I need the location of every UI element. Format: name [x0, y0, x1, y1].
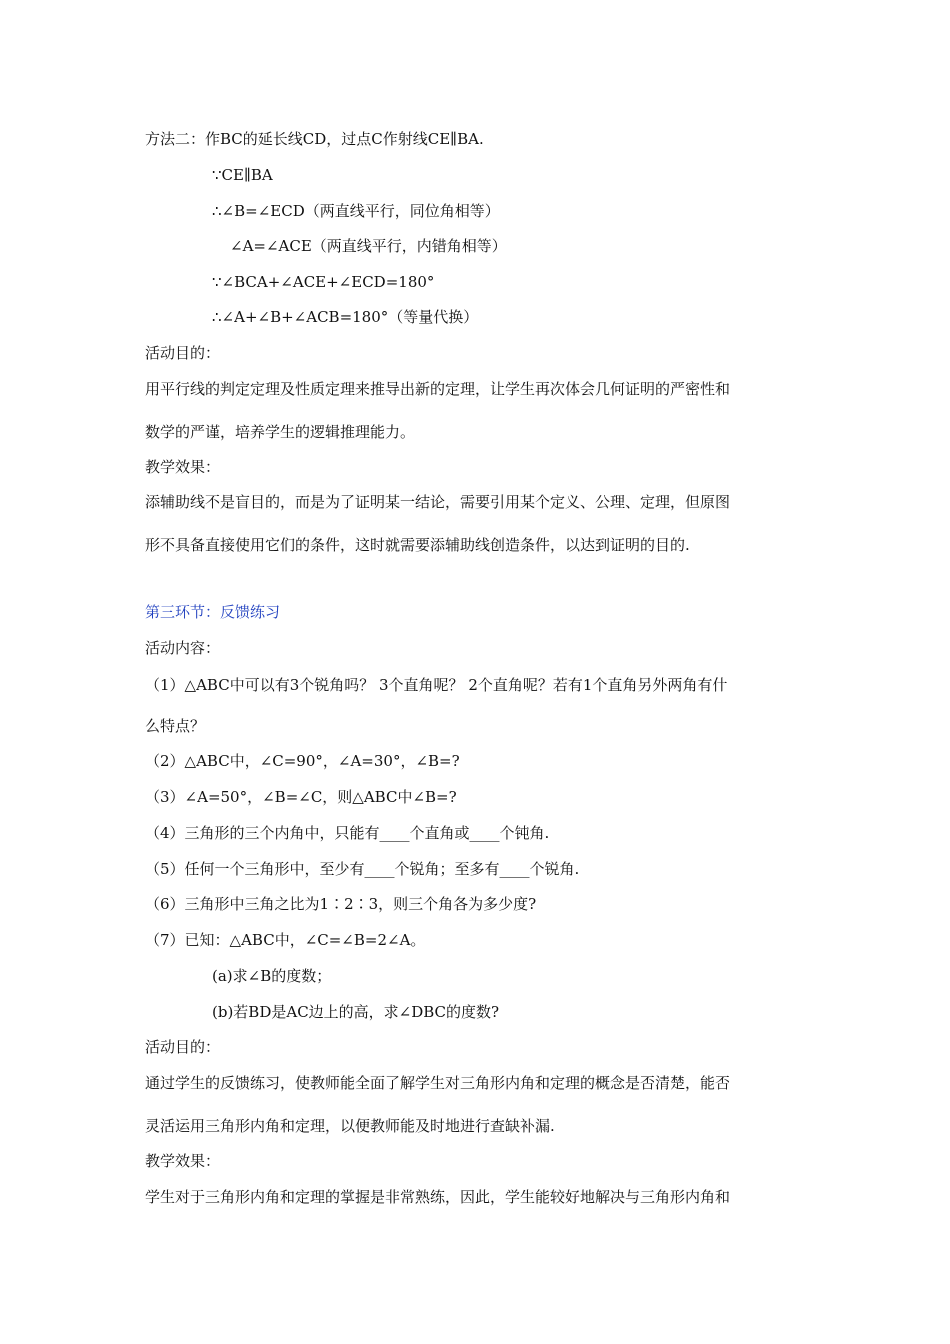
exercise-item-1-cont: 么特点？ [145, 717, 206, 735]
exercise-item-1: （1）△ABC中可以有3个锐角吗？ 3个直角呢？ 2个直角呢？若有1个直角另外两角有什 [145, 676, 728, 694]
paragraph-line: 通过学生的反馈练习，使教师能全面了解学生对三角形内角和定理的概念是否清楚，能否 [145, 1074, 731, 1092]
exercise-subitem-a: (a)求∠B的度数； [212, 967, 332, 985]
paragraph-line: 灵活运用三角形内角和定理，以便教师能及时地进行查缺补漏. [145, 1117, 555, 1135]
section-title: 第三环节：反馈练习 [145, 603, 281, 621]
proof-step-5: ∴∠A+∠B+∠ACB=180°（等量代换） [212, 308, 479, 326]
method2-heading: 方法二：作BC的延长线CD，过点C作射线CE∥BA. [145, 130, 484, 148]
proof-step-4: ∵∠BCA+∠ACE+∠ECD=180° [212, 273, 435, 291]
exercise-item-6: （6）三角形中三角之比为1∶2∶3，则三个角各为多少度? [145, 895, 537, 913]
paragraph-line: 形不具备直接使用它们的条件，这时就需要添辅助线创造条件，以达到证明的目的. [145, 536, 690, 554]
exercise-item-5: （5）任何一个三角形中，至少有____个锐角；至多有____个锐角. [145, 860, 580, 878]
exercise-item-4: （4）三角形的三个内角中，只能有____个直角或____个钝角. [145, 824, 550, 842]
effect-label: 教学效果： [145, 1152, 221, 1170]
effect-label: 教学效果： [145, 458, 221, 476]
proof-step-1: ∵CE∥BA [212, 166, 273, 184]
proof-step-3: ∠A=∠ACE（两直线平行，内错角相等） [230, 237, 507, 255]
paragraph-line: 数学的严谨，培养学生的逻辑推理能力。 [145, 423, 416, 441]
exercise-item-3: （3）∠A=50°，∠B=∠C，则△ABC中∠B=? [145, 788, 457, 806]
proof-step-2: ∴∠B=∠ECD（两直线平行，同位角相等） [212, 202, 500, 220]
content-label: 活动内容： [145, 639, 221, 657]
exercise-item-2: （2）△ABC中，∠C=90°，∠A=30°，∠B=? [145, 752, 460, 770]
exercise-item-7: （7）已知：△ABC中，∠C=∠B=2∠A。 [145, 931, 426, 949]
purpose-label: 活动目的： [145, 344, 221, 362]
paragraph-line: 添辅助线不是盲目的，而是为了证明某一结论，需要引用某个定义、公理、定理，但原图 [145, 493, 731, 511]
exercise-subitem-b: (b)若BD是AC边上的高，求∠DBC的度数? [212, 1003, 500, 1021]
paragraph-line: 用平行线的判定定理及性质定理来推导出新的定理，让学生再次体会几何证明的严密性和 [145, 380, 731, 398]
paragraph-line: 学生对于三角形内角和定理的掌握是非常熟练，因此，学生能较好地解决与三角形内角和 [145, 1188, 731, 1206]
purpose-label: 活动目的： [145, 1038, 221, 1056]
